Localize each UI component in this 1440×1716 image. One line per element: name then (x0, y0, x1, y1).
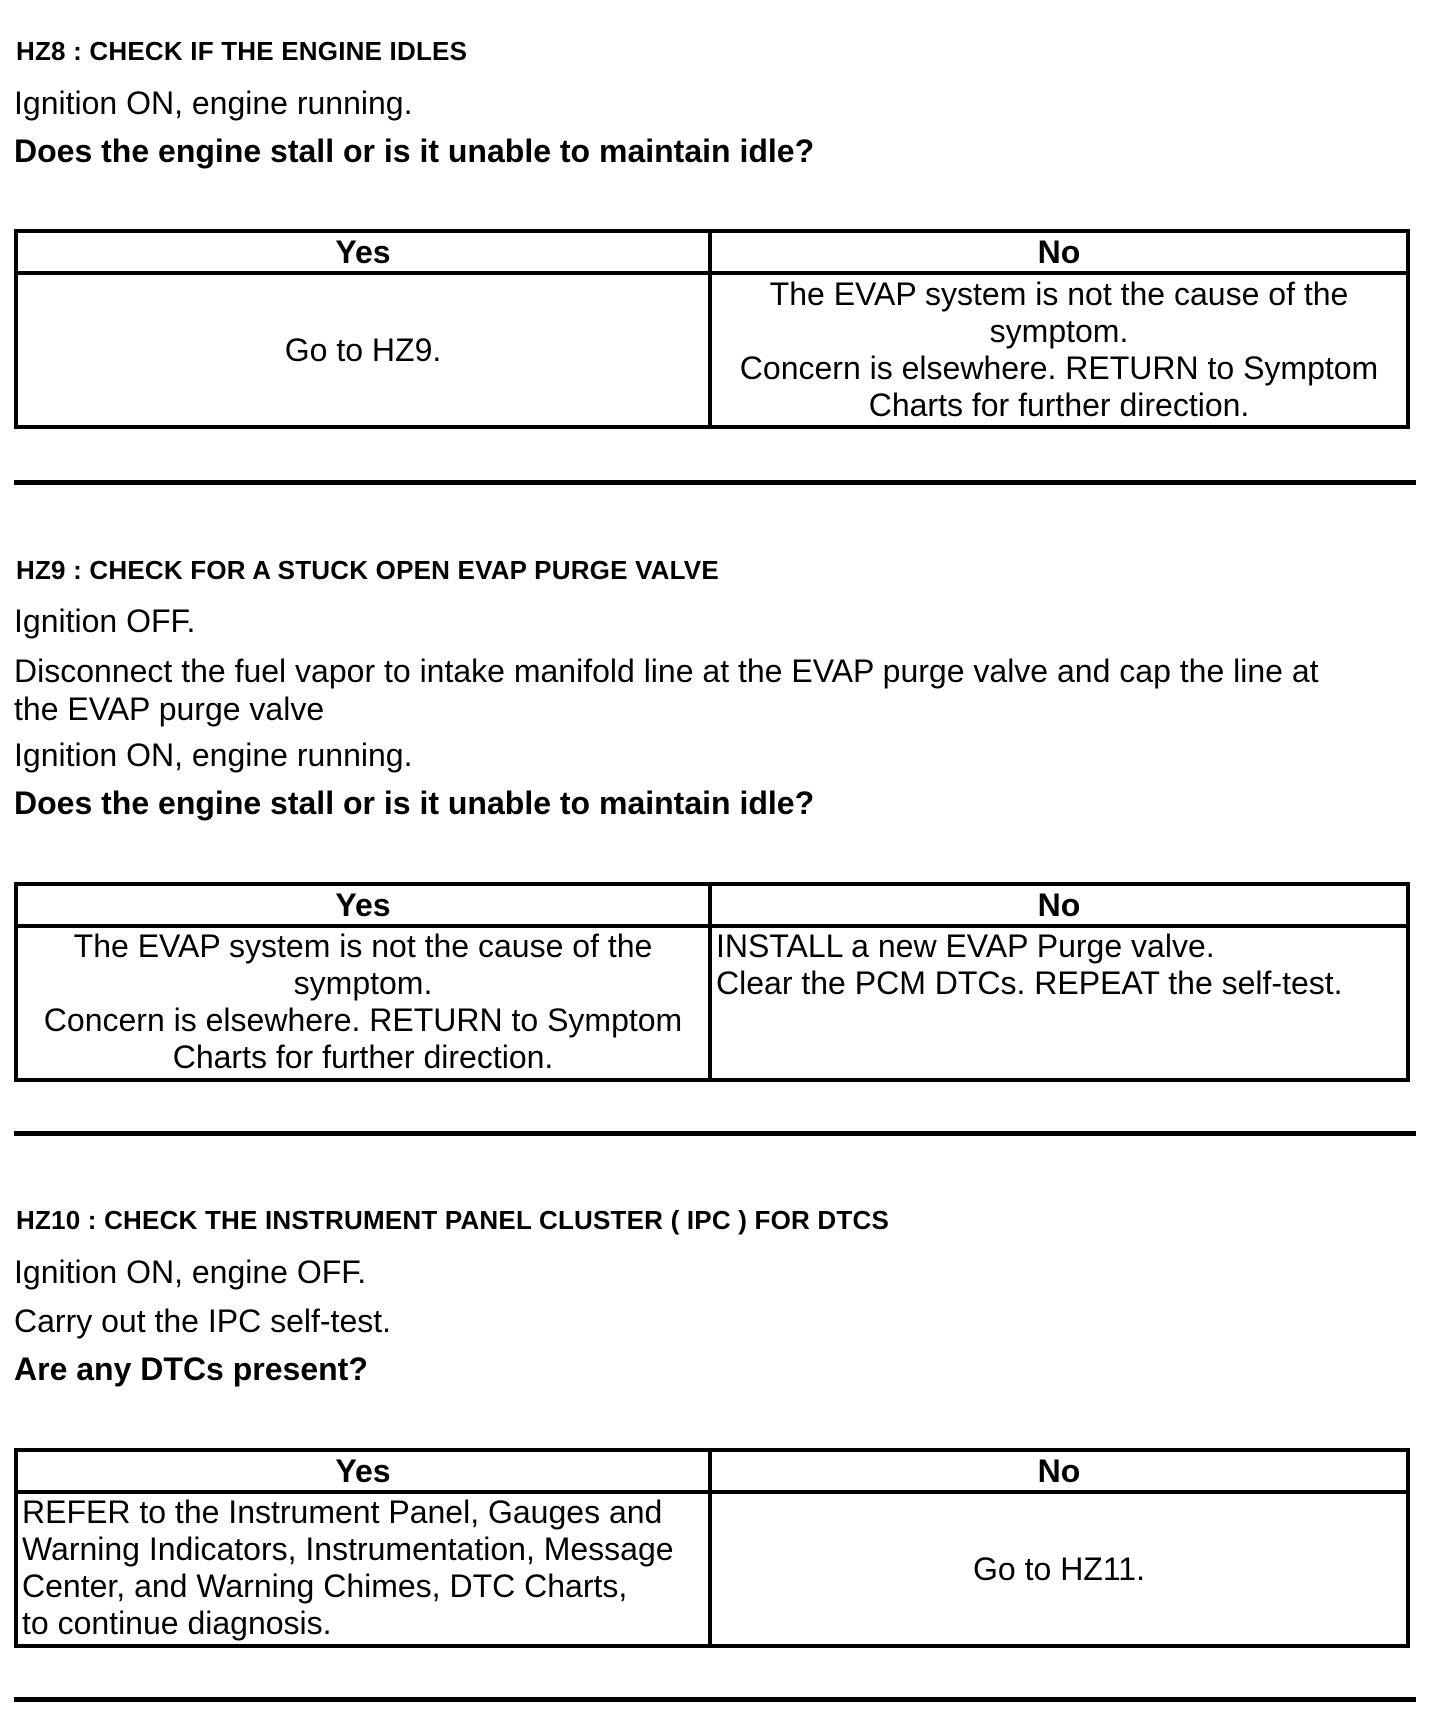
step-title-hz8: HZ8 : CHECK IF THE ENGINE IDLES (16, 36, 468, 66)
no-cell-line: The EVAP system is not the cause of the (769, 276, 1349, 312)
section-divider (14, 1131, 1416, 1136)
yes-no-table-hz9 (14, 882, 1410, 1082)
step-instruction: Carry out the IPC self-test. (14, 1303, 392, 1339)
step-instruction: Ignition ON, engine running. (14, 737, 413, 773)
step-instruction: Ignition OFF. (14, 603, 196, 639)
yes-cell-line: Warning Indicators, Instrumentation, Message (22, 1531, 674, 1567)
yes-cell (16, 926, 710, 1080)
no-cell-line: Charts for further direction. (868, 387, 1250, 423)
no-cell-line: Go to HZ11. (973, 1550, 1145, 1587)
step-instruction: Ignition ON, engine running. (14, 85, 413, 121)
no-cell (710, 1492, 1408, 1646)
yes-cell-line: Go to HZ9. (284, 331, 442, 368)
yes-cell-line: Charts for further direction. (172, 1039, 554, 1075)
yes-cell-line: The EVAP system is not the cause of the (73, 928, 653, 964)
no-cell-line: INSTALL a new EVAP Purge valve. (716, 928, 1215, 964)
section-divider (14, 1697, 1416, 1702)
step-title-hz9: HZ9 : CHECK FOR A STUCK OPEN EVAP PURGE VALVE (16, 555, 719, 585)
no-cell-line: Concern is elsewhere. RETURN to Symptom (739, 350, 1379, 386)
no-cell-line: symptom. (989, 313, 1129, 349)
yes-cell-line: symptom. (293, 965, 433, 1001)
yes-cell (16, 273, 710, 427)
step-question: Are any DTCs present? (14, 1351, 368, 1387)
no-cell (710, 273, 1408, 427)
step-question: Does the engine stall or is it unable to maintain idle? (14, 785, 815, 821)
yes-header: Yes (16, 1450, 710, 1492)
no-cell-line: Clear the PCM DTCs. REPEAT the self-test. (716, 965, 1343, 1001)
step-title-hz10: HZ10 : CHECK THE INSTRUMENT PANEL CLUSTER ( IPC ) FOR DTCS (16, 1205, 889, 1235)
no-cell (710, 926, 1408, 1080)
step-instruction: the EVAP purge valve (14, 691, 325, 727)
yes-cell-line: to continue diagnosis. (22, 1605, 332, 1641)
yes-cell (16, 1492, 710, 1646)
no-header: No (710, 884, 1408, 926)
yes-cell-line: Center, and Warning Chimes, DTC Charts, (22, 1568, 628, 1604)
yes-cell-line: Concern is elsewhere. RETURN to Symptom (43, 1002, 683, 1038)
section-divider (14, 480, 1416, 485)
no-header: No (710, 1450, 1408, 1492)
yes-no-table-hz8 (14, 229, 1410, 429)
yes-header: Yes (16, 884, 710, 926)
step-instruction: Disconnect the fuel vapor to intake manifold line at the EVAP purge valve and cap the line at (14, 653, 1319, 689)
yes-cell-line: REFER to the Instrument Panel, Gauges and (22, 1494, 663, 1530)
step-question: Does the engine stall or is it unable to maintain idle? (14, 133, 815, 169)
step-instruction: Ignition ON, engine OFF. (14, 1254, 367, 1290)
yes-header: Yes (16, 231, 710, 273)
no-header: No (710, 231, 1408, 273)
yes-no-table-hz10 (14, 1448, 1410, 1648)
